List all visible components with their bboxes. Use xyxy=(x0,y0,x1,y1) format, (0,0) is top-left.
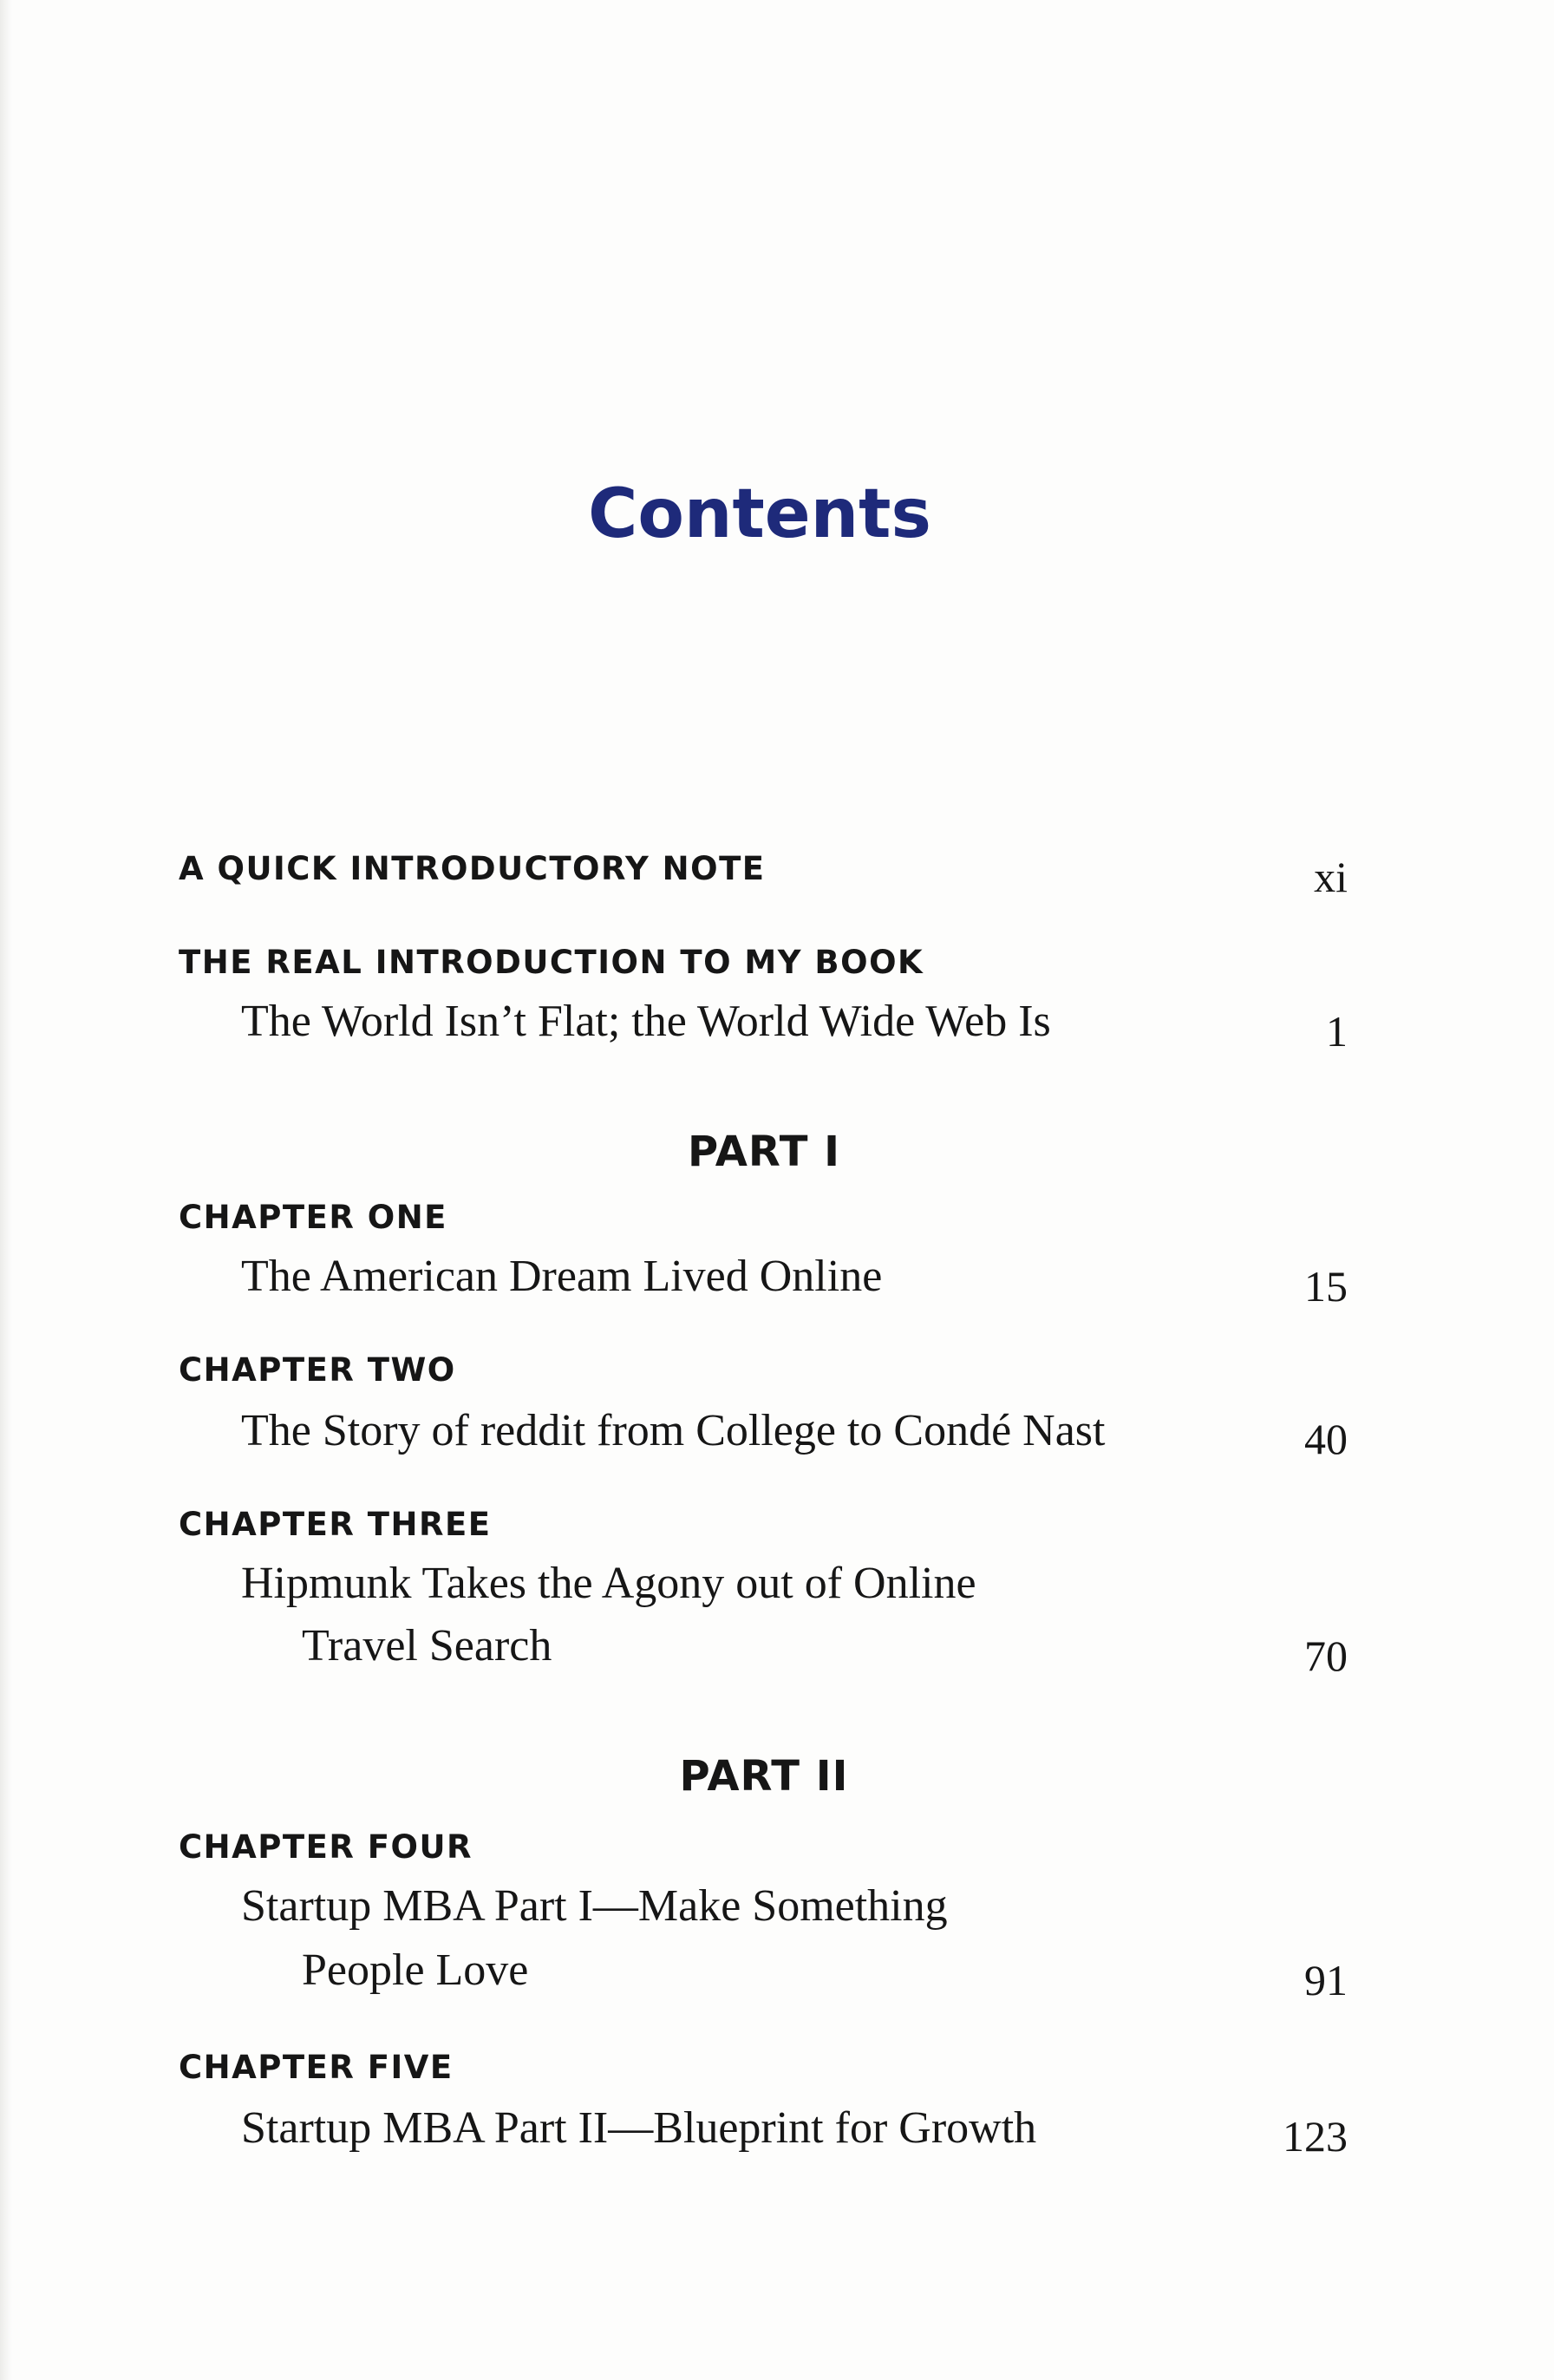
toc-label-chapter-five: CHAPTER FIVE xyxy=(179,2049,454,2086)
toc-label-chapter-four: CHAPTER FOUR xyxy=(179,1828,473,1866)
toc-label-introductory-note: A QUICK INTRODUCTORY NOTE xyxy=(179,850,766,887)
part-heading-2: PART II xyxy=(679,1752,849,1801)
toc-entry-real-introduction: The World Isn’t Flat; the World Wide Web Is xyxy=(241,997,1051,1046)
toc-page-chapter-one: 15 xyxy=(1304,1262,1348,1311)
toc-page-chapter-five: 123 xyxy=(1283,2112,1348,2161)
toc-entry-chapter-four-line2: People Love xyxy=(302,1945,529,1995)
toc-page-chapter-four: 91 xyxy=(1304,1956,1348,2004)
toc-page-chapter-three: 70 xyxy=(1304,1631,1348,1680)
toc-entry-chapter-five: Startup MBA Part II—Blueprint for Growth xyxy=(241,2103,1037,2153)
toc-label-real-introduction: THE REAL INTRODUCTION TO MY BOOK xyxy=(179,944,924,981)
part-heading-1: PART I xyxy=(687,1128,841,1176)
toc-page-introductory-note: xi xyxy=(1314,853,1348,901)
toc-entry-chapter-four-line1: Startup MBA Part I—Make Something xyxy=(241,1881,948,1931)
toc-entry-chapter-two: The Story of reddit from College to Condé Nast xyxy=(241,1406,1106,1455)
toc-page-real-introduction: 1 xyxy=(1326,1007,1348,1056)
toc-label-chapter-one: CHAPTER ONE xyxy=(179,1199,447,1236)
toc-label-chapter-two: CHAPTER TWO xyxy=(179,1351,456,1389)
toc-entry-chapter-three-line2: Travel Search xyxy=(302,1621,552,1671)
toc-page-chapter-two: 40 xyxy=(1304,1415,1348,1463)
page-edge-shadow xyxy=(0,0,12,2380)
page-title: Contents xyxy=(588,475,931,553)
toc-entry-chapter-three-line1: Hipmunk Takes the Agony out of Online xyxy=(241,1559,976,1608)
toc-label-chapter-three: CHAPTER THREE xyxy=(179,1506,492,1543)
toc-entry-chapter-one: The American Dream Lived Online xyxy=(241,1252,883,1301)
